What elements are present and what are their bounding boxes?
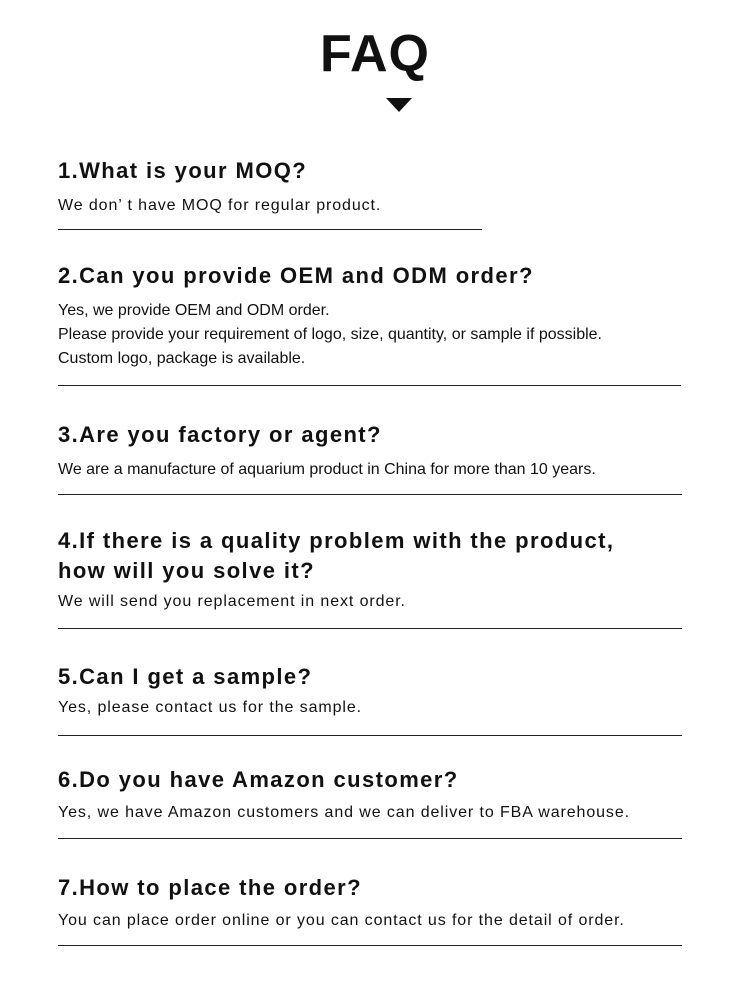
faq-item-3 [58,420,596,482]
divider-5 [58,735,682,736]
faq-item-5 [58,662,362,720]
faq-answer-4 [58,590,614,614]
faq-answer-2-line-2: Please provide your requirement of logo, size, quantity, or sample if possible. [58,326,602,343]
faq-answer-6 [58,801,630,825]
faq-answer-1 [58,194,381,218]
faq-answer-3 [58,458,596,482]
faq-question-6: 6.Do you have Amazon customer? [58,767,459,792]
faq-answer-1-line-1: We don’ t have MOQ for regular product. [58,197,382,214]
page-title: FAQ [320,25,430,83]
faq-answer-7 [58,909,625,933]
faq-item-6 [58,765,630,825]
faq-question-3: 3.Are you factory or agent? [58,422,382,447]
faq-answer-2-line-1: Yes, we provide OEM and ODM order. [58,302,330,319]
divider-3 [58,494,682,495]
faq-question-4-line-1: 4.If there is a quality problem with the product, [58,528,615,553]
divider-6 [58,838,682,839]
faq-item-7 [58,873,625,933]
divider-7 [58,945,682,946]
divider-2 [58,385,681,386]
faq-question-2: 2.Can you provide OEM and ODM order? [58,263,534,288]
divider-4 [58,628,682,629]
faq-answer-3-line-1: We are a manufacture of aquarium product in China for more than 10 years. [58,461,596,478]
divider-1 [58,229,482,230]
faq-question-7: 7.How to place the order? [58,875,362,900]
faq-item-2 [58,261,602,371]
faq-answer-2-line-3: Custom logo, package is available. [58,350,306,367]
faq-question-4 [58,526,614,586]
faq-item-4 [58,526,614,614]
faq-answer-6-line-1: Yes, we have Amazon customers and we can deliver to FBA warehouse. [58,804,630,821]
faq-answer-5-line-1: Yes, please contact us for the sample. [58,699,362,716]
faq-answer-4-line-1: We will send you replacement in next order. [58,593,406,610]
triangle-down-icon [386,98,412,112]
faq-question-4-line-2: how will you solve it? [58,558,315,583]
faq-answer-2 [58,299,602,371]
faq-answer-7-line-1: You can place order online or you can contact us for the detail of order. [58,912,625,929]
faq-item-1 [58,156,381,218]
faq-question-1: 1.What is your MOQ? [58,158,308,183]
faq-answer-5 [58,696,362,720]
faq-question-5: 5.Can I get a sample? [58,664,313,689]
